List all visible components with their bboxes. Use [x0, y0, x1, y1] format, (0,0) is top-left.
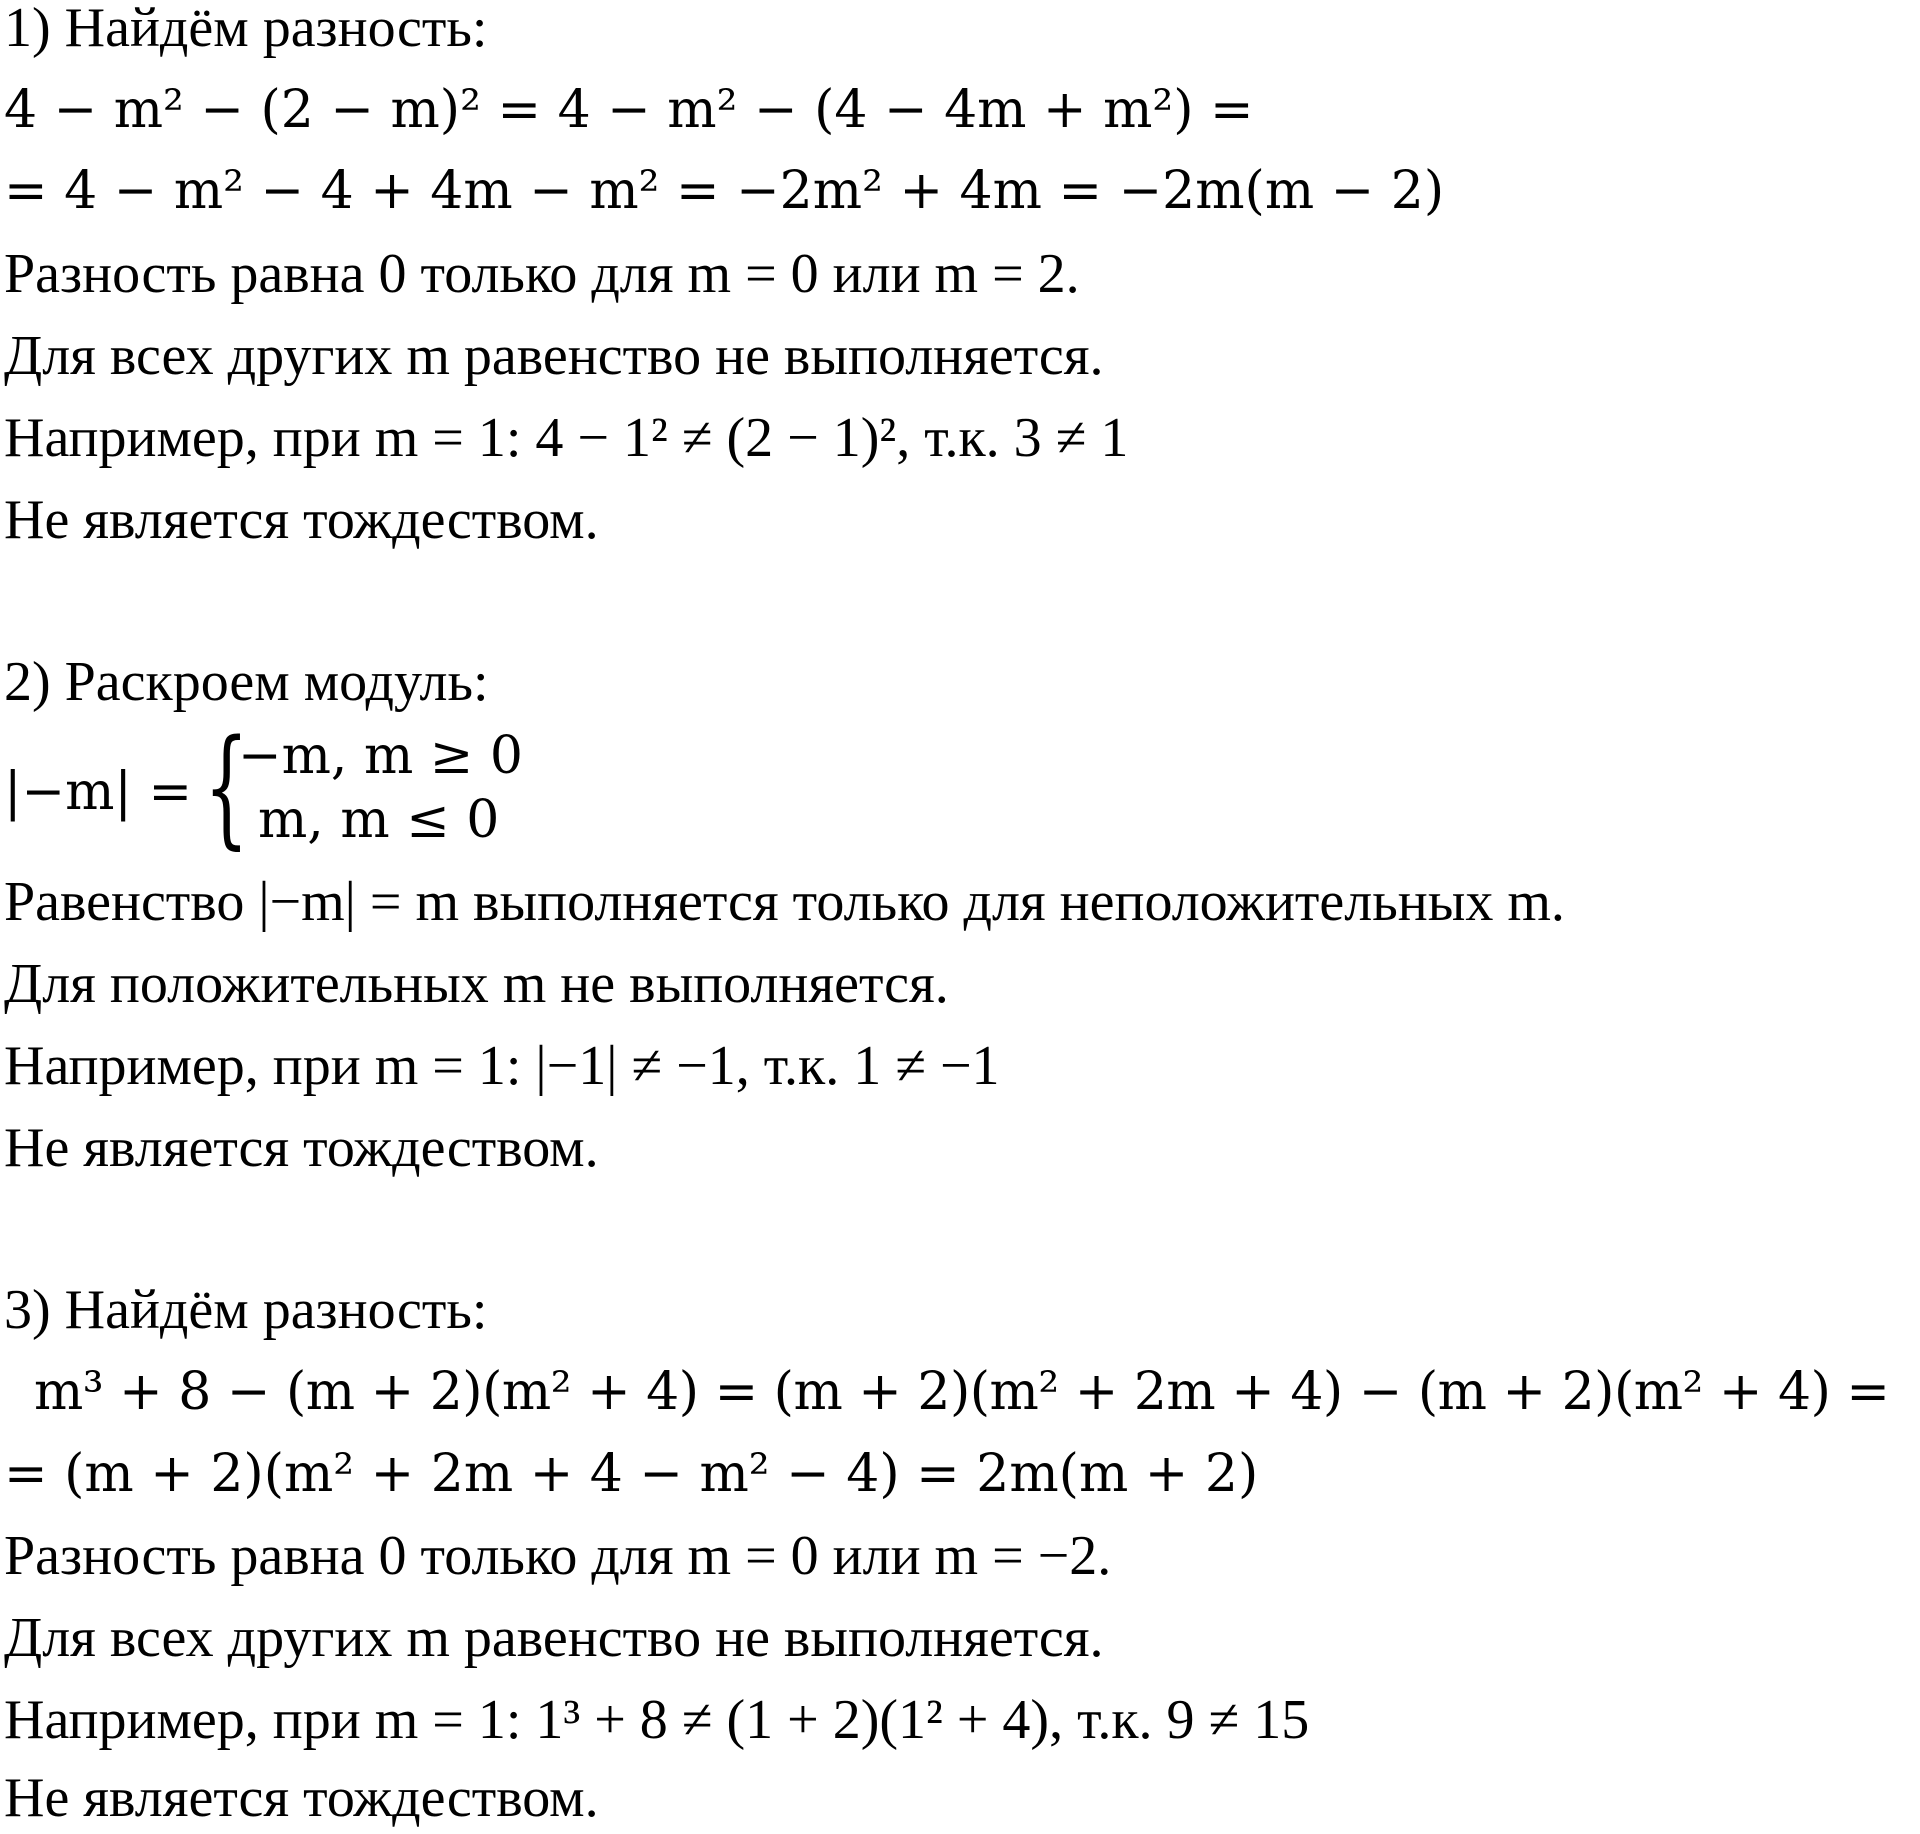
- section2-heading: 2) Раскроем модуль:: [4, 651, 489, 713]
- section2-example: Например, при m = 1: |−1| ≠ −1, т.к. 1 ≠ −1: [4, 1035, 1000, 1097]
- abs-case-nonpositive: m, m ≤ 0: [258, 790, 500, 850]
- section3-conclusion: Не является тождеством.: [4, 1767, 599, 1829]
- section1-heading: 1) Найдём разность:: [4, 0, 488, 59]
- section3-heading: 3) Найдём разность:: [4, 1279, 488, 1341]
- section1-conclusion: Не является тождеством.: [4, 489, 599, 551]
- section1-example: Например, при m = 1: 4 − 1² ≠ (2 − 1)², т.к. 3 ≠ 1: [4, 407, 1129, 469]
- section1-zero-condition: Разность равна 0 только для m = 0 или m = 2.: [4, 243, 1080, 305]
- section3-example: Например, при m = 1: 1³ + 8 ≠ (1 + 2)(1² + 4), т.к. 9 ≠ 15: [4, 1689, 1310, 1751]
- section1-equation-2: = 4 − m² − 4 + 4m − m² = −2m² + 4m = −2m(m − 2): [4, 161, 1445, 221]
- curly-brace: {: [204, 713, 249, 862]
- section1-other-values: Для всех других m равенство не выполняется.: [4, 325, 1104, 387]
- section1-equation-1: 4 − m² − (2 − m)² = 4 − m² − (4 − 4m + m²) =: [4, 80, 1254, 140]
- section3-equation-2: = (m + 2)(m² + 2m + 4 − m² − 4) = 2m(m + 2): [4, 1444, 1259, 1504]
- section3-zero-condition: Разность равна 0 только для m = 0 или m = −2.: [4, 1525, 1112, 1587]
- section3-other-values: Для всех других m равенство не выполняется.: [4, 1607, 1104, 1669]
- section3-equation-1: m³ + 8 − (m + 2)(m² + 4) = (m + 2)(m² + 2m + 4) − (m + 2)(m² + 4) =: [34, 1362, 1890, 1422]
- abs-case-nonnegative: −m, m ≥ 0: [238, 726, 523, 786]
- section2-positive-values: Для положительных m не выполняется.: [4, 953, 949, 1015]
- section2-equality-condition: Равенство |−m| = m выполняется только для неположительных m.: [4, 871, 1565, 933]
- abs-value-lhs: |−m| =: [4, 762, 193, 822]
- section2-conclusion: Не является тождеством.: [4, 1117, 599, 1179]
